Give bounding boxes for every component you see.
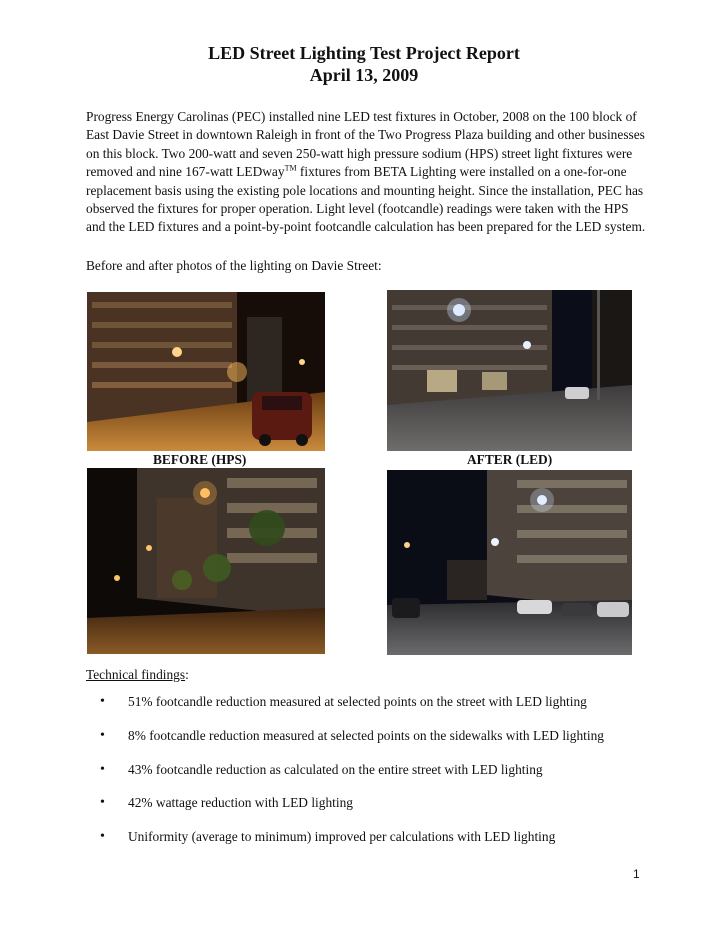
findings-list: [86, 693, 666, 862]
photo-after-led-2: [387, 470, 632, 655]
report-date: April 13, 2009: [309, 65, 419, 85]
photos-intro: Before and after photos of the lighting on Davie Street:: [86, 258, 382, 273]
findings-heading-text: Technical findings: [86, 667, 186, 682]
photo-before-hps-1: [87, 292, 325, 451]
caption-before: BEFORE (HPS): [153, 452, 247, 467]
finding-item: • 51% footcandle reduction measured at selected points on the street with LED lighting: [86, 693, 666, 727]
trademark-mark: TM: [284, 163, 297, 173]
intro-paragraph: [86, 108, 646, 237]
caption-after: AFTER (LED): [467, 452, 553, 467]
finding-item: • 42% wattage reduction with LED lighting: [86, 794, 666, 828]
intro-text-b: fixtures from BETA Lighting were installed on a one-for-one replacement basis using the existing pole locations and mounting height. Since the installation, PEC has observed the fixtures for proper operation. Light level (footcandle) readings were taken with the HPS and the LED fixtures and a point-by-point footcandle calculation has been prepared for the LED system.: [86, 164, 646, 235]
intro-text-a: Progress Energy Carolinas (PEC) installed nine LED test fixtures in October, 2008 on the 100 block of East Davie Street in downtown Raleigh in front of the Two Progress Plaza building and other businesses on this block. Two 200-watt and seven 250-watt high pressure sodium (HPS) street light fixtures were removed and nine 167-watt LEDway: [86, 109, 645, 180]
photo-after-led-1: [387, 290, 632, 451]
page-number: 1: [633, 867, 640, 881]
findings-heading-colon: :: [185, 667, 189, 682]
photo-before-hps-2: [87, 468, 325, 654]
finding-item: • 8% footcandle reduction measured at selected points on the sidewalks with LED lighting: [86, 727, 666, 761]
report-title-main: LED Street Lighting Test Project Report: [208, 43, 520, 63]
report-title: [0, 42, 728, 86]
finding-item: • 43% footcandle reduction as calculated on the entire street with LED lighting: [86, 761, 666, 795]
finding-item: • Uniformity (average to minimum) improved per calculations with LED lighting: [86, 828, 666, 862]
findings-heading: [86, 667, 189, 683]
